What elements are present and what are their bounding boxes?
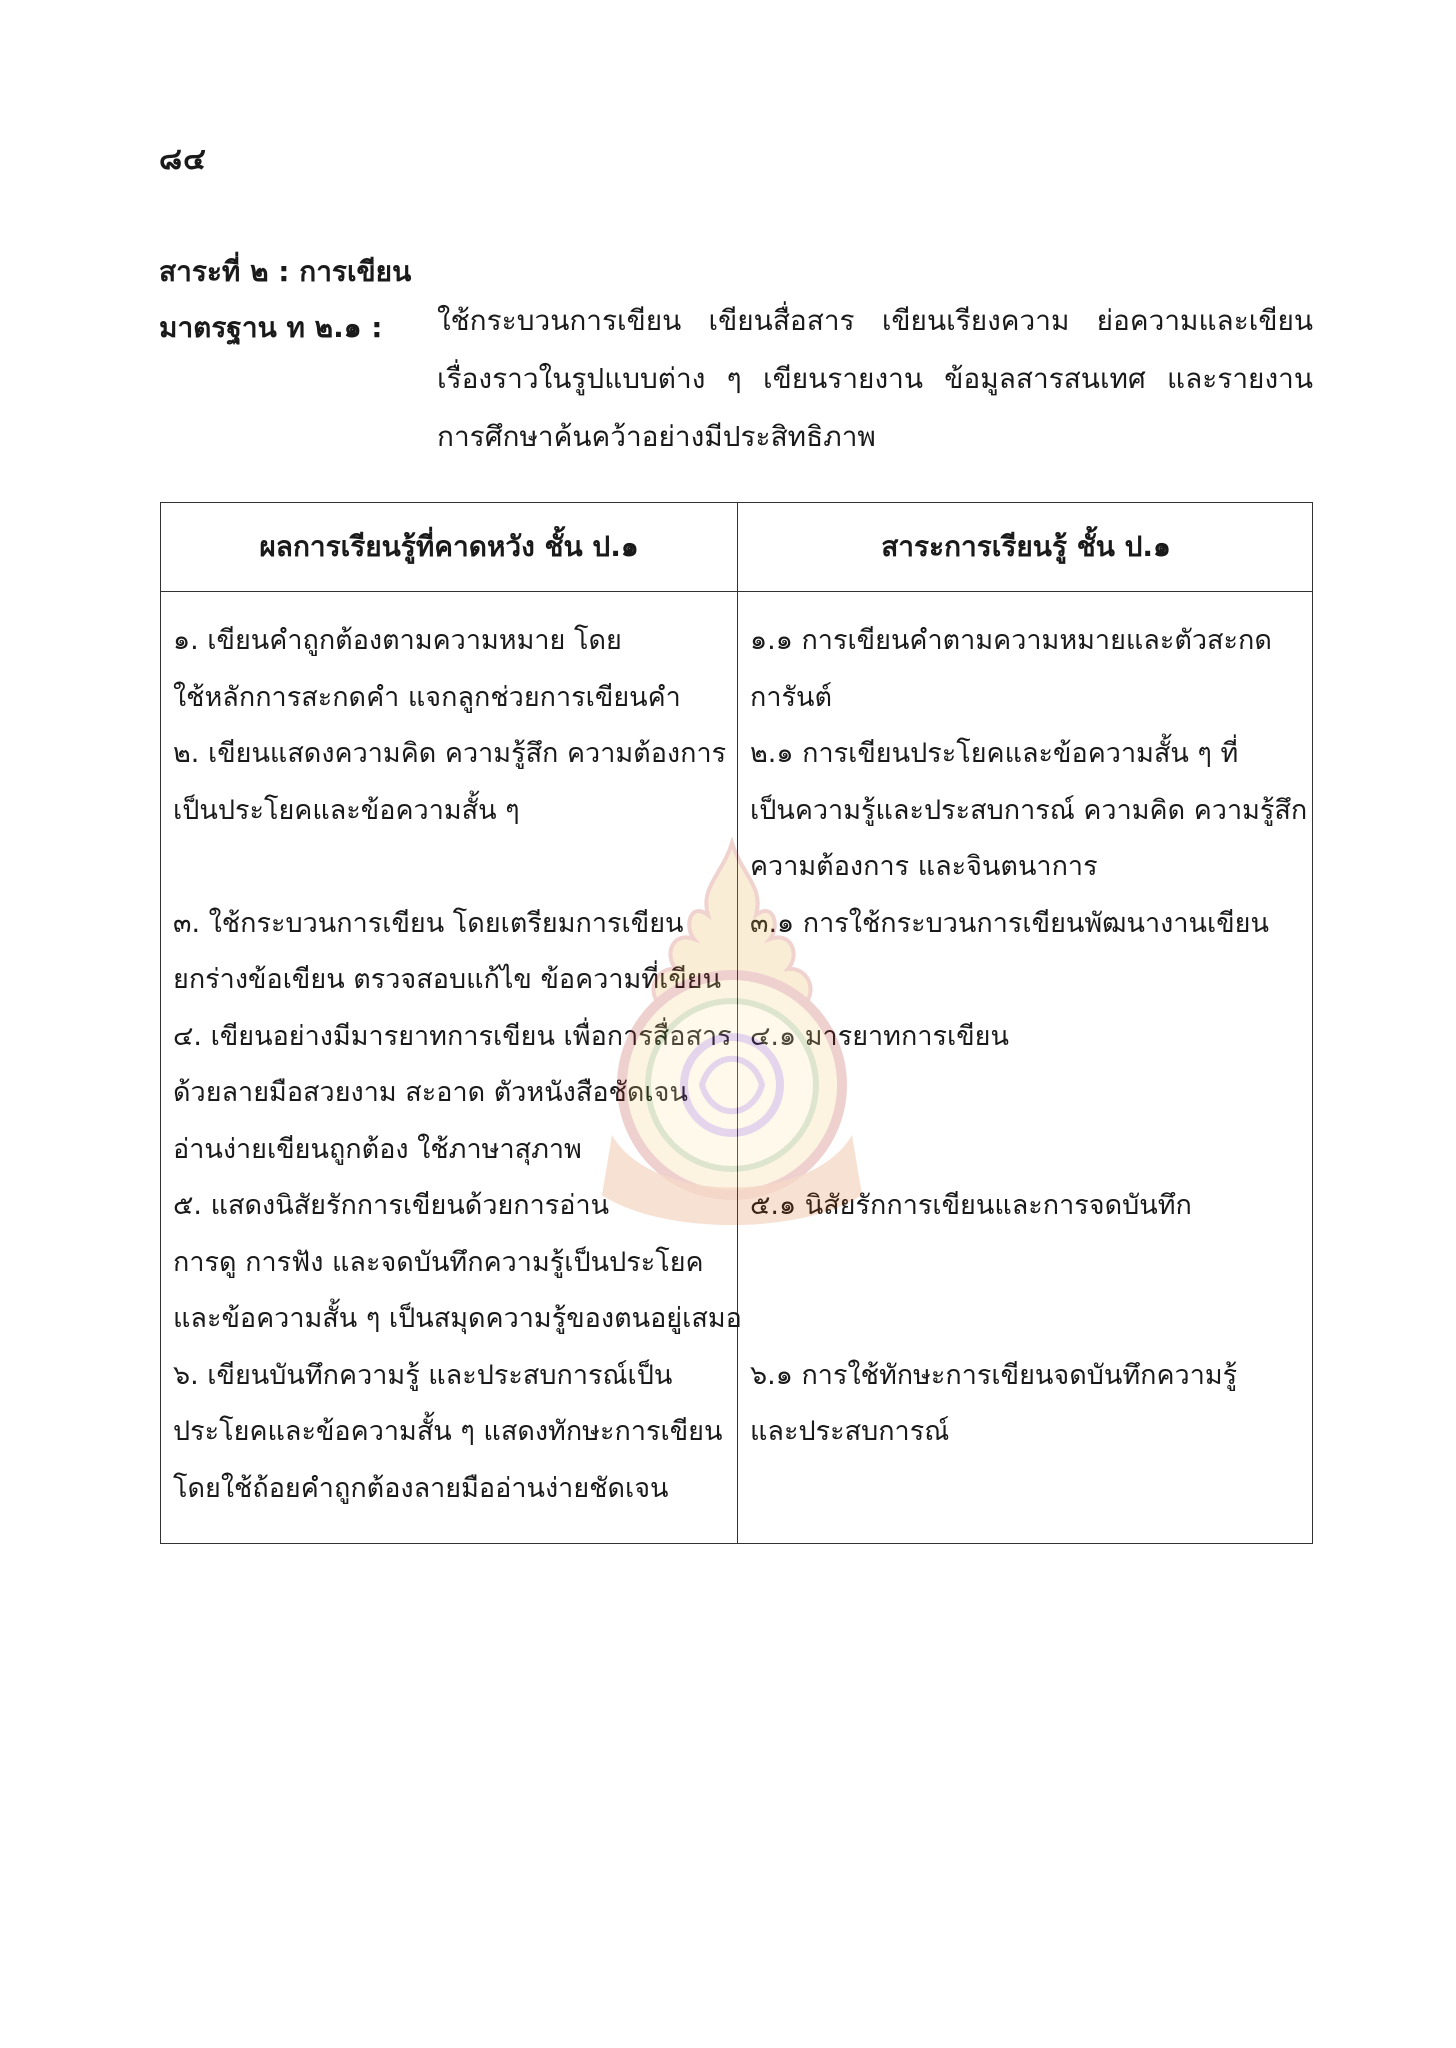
content-line: เป็นความรู้และประสบการณ์ ความคิด ความรู้สึก xyxy=(750,795,1308,826)
outcome-line: เป็นประโยคและข้อความสั้น ๆ xyxy=(173,795,520,826)
page-number: ๘๔ xyxy=(159,142,207,177)
standard-label: มาตรฐาน ท ๒.๑ : xyxy=(159,311,383,344)
outcome-line: ๖. เขียนบันทึกความรู้ และประสบการณ์เป็น xyxy=(173,1360,673,1391)
content-line: ๒.๑ การเขียนประโยคและข้อความสั้น ๆ ที่ xyxy=(750,738,1239,769)
outcome-line: ด้วยลายมือสวยงาม สะอาด ตัวหนังสือชัดเจน xyxy=(173,1077,688,1108)
standard-line: การศึกษาค้นคว้าอย่างมีประสิทธิภาพ xyxy=(437,420,876,453)
content-line: ๔.๑ มารยาทการเขียน xyxy=(750,1021,1009,1052)
outcome-line: อ่านง่ายเขียนถูกต้อง ใช้ภาษาสุภาพ xyxy=(173,1134,582,1165)
header-expected-outcomes: ผลการเรียนรู้ที่คาดหวัง ชั้น ป.๑ xyxy=(259,530,639,563)
standard-line: ใช้กระบวนการเขียน เขียนสื่อสาร เขียนเรียงความ ย่อความและเขียน xyxy=(437,304,1313,337)
header-divider xyxy=(161,591,1312,592)
outcome-line: ยกร่างข้อเขียน ตรวจสอบแก้ไข ข้อความที่เขียน xyxy=(173,964,722,995)
outcome-line: ประโยคและข้อความสั้น ๆ แสดงทักษะการเขียน xyxy=(173,1416,723,1447)
outcome-line: ใช้หลักการสะกดคำ แจกลูกช่วยการเขียนคำ xyxy=(173,682,681,713)
standard-description xyxy=(437,292,1313,466)
content-line: การันต์ xyxy=(750,682,833,713)
outcome-line: ๓. ใช้กระบวนการเขียน โดยเตรียมการเขียน xyxy=(173,908,684,939)
column-divider xyxy=(737,503,738,1543)
header-learning-content: สาระการเรียนรู้ ชั้น ป.๑ xyxy=(881,530,1171,563)
content-line: ๕.๑ นิสัยรักการเขียนและการจดบันทึก xyxy=(750,1190,1192,1221)
standard-line: เรื่องราวในรูปแบบต่าง ๆ เขียนรายงาน ข้อมูลสารสนเทศ และรายงาน xyxy=(437,362,1313,395)
outcome-line: ๒. เขียนแสดงความคิด ความรู้สึก ความต้องการ xyxy=(173,738,727,769)
outcome-line: ๔. เขียนอย่างมีมารยาทการเขียน เพื่อการสื่อสาร xyxy=(173,1021,732,1052)
learning-outcomes-table xyxy=(160,502,1313,1544)
content-line: และประสบการณ์ xyxy=(750,1416,950,1447)
outcome-line: การดู การฟัง และจดบันทึกความรู้เป็นประโยค xyxy=(173,1247,704,1278)
outcome-line: และข้อความสั้น ๆ เป็นสมุดความรู้ของตนอยู่เสมอ xyxy=(173,1303,742,1334)
content-line: ความต้องการ และจินตนาการ xyxy=(750,851,1098,882)
content-line: ๑.๑ การเขียนคำตามความหมายและตัวสะกด xyxy=(750,625,1272,656)
outcome-line: ๕. แสดงนิสัยรักการเขียนด้วยการอ่าน xyxy=(173,1190,610,1221)
content-line: ๓.๑ การใช้กระบวนการเขียนพัฒนางานเขียน xyxy=(750,908,1269,939)
outcome-line: โดยใช้ถ้อยคำถูกต้องลายมืออ่านง่ายชัดเจน xyxy=(173,1473,669,1504)
content-line: ๖.๑ การใช้ทักษะการเขียนจดบันทึกความรู้ xyxy=(750,1360,1238,1391)
outcome-line: ๑. เขียนคำถูกต้องตามความหมาย โดย xyxy=(173,625,622,656)
strand-heading: สาระที่ ๒ : การเขียน xyxy=(159,255,412,288)
